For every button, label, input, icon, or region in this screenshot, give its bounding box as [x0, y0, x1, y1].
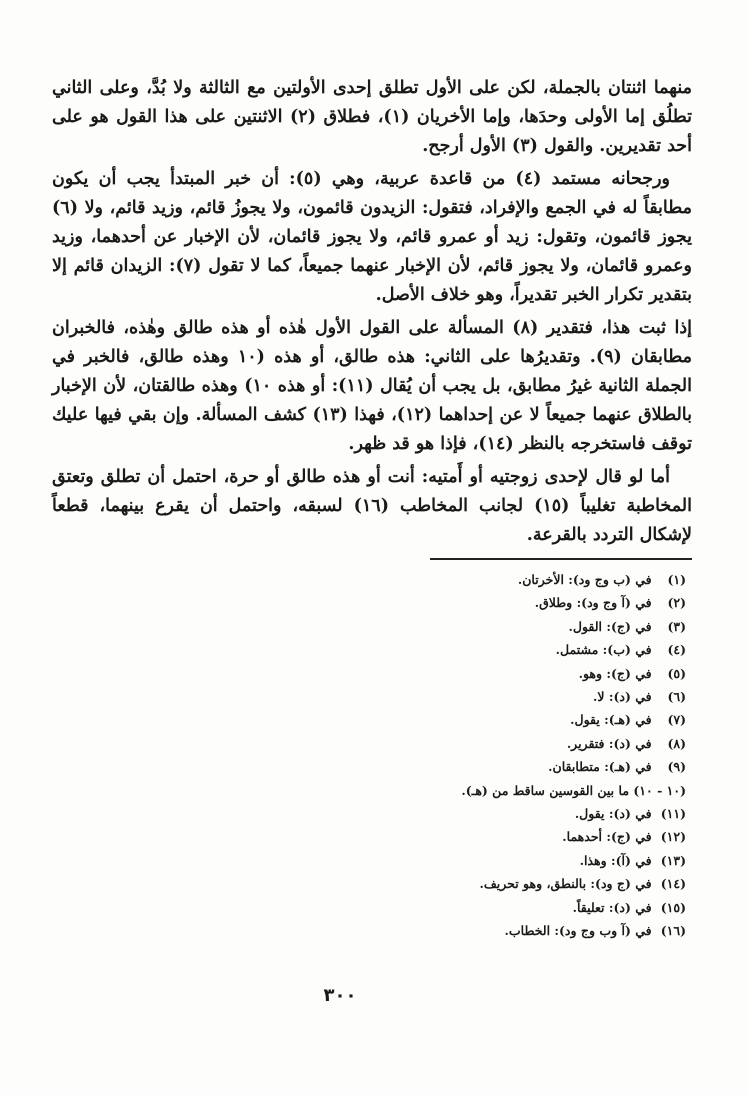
footnote-text: ما بين القوسين ساقط من (هـ).: [461, 782, 630, 798]
footnote-text: في (آ وب وج ود): الخطاب.: [504, 923, 652, 939]
footnote-item: [52, 662, 686, 685]
footnote-text: في (ب): مشتمل.: [555, 642, 652, 658]
footnote-item: [52, 591, 686, 614]
footnote-text: في (د): فتقرير.: [566, 735, 652, 751]
footnote-text: في (د): تعليقاً.: [572, 899, 652, 915]
footnote-text: في (آ وج ود): وطلاق.: [534, 595, 652, 611]
footnote-text: في (ج): القول.: [568, 618, 652, 634]
footnote-text: في (ج): أحدهما.: [562, 829, 652, 845]
footnote-item: [52, 919, 686, 942]
footnote-item: [52, 872, 686, 895]
footnote-text: في (هـ): متطابقان.: [548, 759, 652, 775]
footnote-item: [52, 732, 686, 755]
footnote-number: (١٣): [660, 852, 686, 868]
footnote-divider: [430, 558, 692, 560]
paragraph-1: منهما اثنتان بالجملة، لكن على الأول تطلق إحدى الأولتين مع الثالثة ولا بُدَّ، وعلى الثاني تطلُق إما الأولى وحدَها، وإما الأخريان (١)، فطلاق (٢) الاثنتين على هذا القول هو على أحد تقديرين. والقول (٣) الأول أرجح.: [52, 78, 692, 156]
page-number: ٣٠٠: [323, 985, 357, 1006]
footnote-number: (٧): [667, 712, 686, 728]
footnote-item: [52, 568, 686, 591]
footnote-item: [52, 825, 686, 848]
footnote-text: في (ج): وهو.: [578, 665, 652, 681]
footnote-number: (١٠ - ١٠): [633, 782, 686, 798]
footnote-number: (٨): [667, 735, 686, 751]
footnote-number: (٥): [667, 665, 686, 681]
footnote-number: (٣): [667, 618, 686, 634]
footnote-number: (١): [667, 572, 686, 587]
paragraph-3: إذا ثبت هذا، فتقدير (٨) المسألة على القول الأول هٰذه أو هذه طالق وهٰذه، فالخبران مطابقان (٩). وتقديرُها على الثاني: هذه طالق، أو هذه (١٠ وهذه طالق، فالخبر في الجملة الثانية غيرُ مطابق، بل يجب أن يُقال (١١): أو هذه ١٠) وهذه طالقتان، لأن الإخبار بالطلاق عنهما جميعاً لا عن إحداهما (١٢)، فهذا (١٣) كشف المسألة. وإن بقي فيها عليك توقف فاستخرجه بالنظر (١٤)، فإذا هو قد ظهر.: [52, 318, 693, 454]
footnote-item: [52, 779, 686, 802]
paragraph-2: ورجحانه مستمد (٤) من قاعدة عربية، وهي (٥): أن خبر المبتدأ يجب أن يكون مطابقاً له في الجمع والإفراد، فتقول: الزيدون قائمون، ولا يجوزُ قائم، وزيد قائم، ولا (٦) يجوز قائمون، وتقول: زيد أو عمرو قائم، ولا يجوز قائمان، لأن الإخبار عن أحدهما، وزيد وعمرو قائمان، ولا يجوز قائم، لأن الإخبار عنهما جميعاً، كما لا تقول (٧): الزيدان قائم إلا بتقدير تكرار الخبر تقديراً، وهو خلاف الأصل.: [52, 169, 692, 305]
footnote-number: (٤): [667, 642, 686, 658]
page-content: [52, 74, 692, 943]
paragraph-4: أما لو قال لإحدى زوجتيه أو أَمتيه: أنت أو هذه طالق أو حرة، احتمل أن تطلق وتعتق المخاطبة تغليباً (١٥) لجانب المخاطب (١٦) لسبقه، واحتمل أن يقرع بينهما، قطعاً لإشكال التردد بالقرعة.: [52, 467, 693, 545]
footnote-item: [52, 638, 686, 661]
footnote-text: في (د): لا.: [593, 689, 652, 705]
footnote-number: (٩): [667, 759, 686, 775]
footnote-number: (٦): [667, 689, 686, 705]
footnote-text: في (د): يقول.: [574, 806, 652, 822]
footnote-item: [52, 849, 686, 872]
footnote-item: [52, 802, 686, 825]
footnote-item: [52, 755, 686, 778]
footnote-number: (١٤): [660, 876, 686, 892]
footnote-text: في (ج ود): بالنطق، وهو تحريف.: [479, 876, 652, 892]
footnote-item: [52, 708, 686, 731]
footnote-number: (١٦): [660, 923, 686, 939]
footnote-number: (١٥): [660, 899, 686, 915]
footnote-item: [52, 685, 686, 708]
footnote-number: (٢): [667, 595, 686, 611]
footnote-item: [52, 896, 686, 919]
footnote-number: (١١): [660, 806, 686, 822]
footnote-item: [52, 615, 686, 638]
footnote-number: (١٢): [660, 829, 686, 845]
footnote-text: في (هـ): يقول.: [570, 712, 652, 728]
footnotes-list: [52, 568, 692, 943]
footnote-text: في (آ): وهذا.: [579, 852, 652, 868]
footnote-text: في (ب وج ود): الأخرتان.: [517, 572, 652, 587]
